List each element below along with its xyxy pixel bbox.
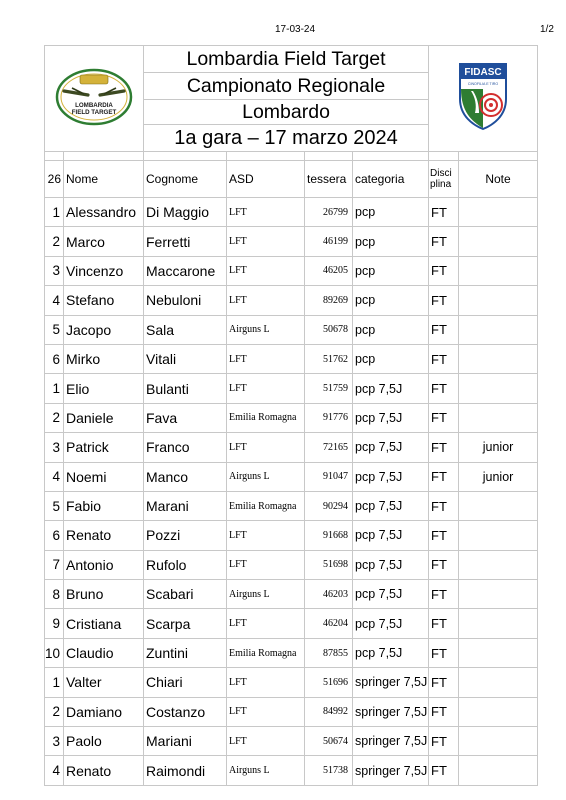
discipline-cell: FT bbox=[429, 344, 459, 373]
entry-list-table bbox=[44, 45, 538, 786]
tessera-number-cell: 26799 bbox=[305, 198, 353, 227]
asd-club-cell: LFT bbox=[227, 256, 305, 285]
category-cell: pcp bbox=[353, 344, 429, 373]
header-disciplina-1: Disci bbox=[430, 168, 452, 179]
asd-club-cell: Airguns L bbox=[227, 462, 305, 491]
header-categoria: categoria bbox=[353, 161, 429, 198]
category-cell: pcp 7,5J bbox=[353, 433, 429, 462]
row-number-cell: 3 bbox=[45, 433, 64, 462]
asd-club-cell: LFT bbox=[227, 550, 305, 579]
header-disciplina-2: plina bbox=[430, 179, 452, 190]
last-name-cell: Nebuloni bbox=[144, 286, 227, 315]
note-cell bbox=[459, 668, 538, 697]
discipline-cell: FT bbox=[429, 638, 459, 667]
note-cell bbox=[459, 580, 538, 609]
first-name-cell: Claudio bbox=[64, 638, 144, 667]
table-row bbox=[45, 227, 538, 256]
tessera-number-cell: 91776 bbox=[305, 403, 353, 432]
last-name-cell: Franco bbox=[144, 433, 227, 462]
first-name-cell: Alessandro bbox=[64, 198, 144, 227]
tessera-number-cell: 90294 bbox=[305, 491, 353, 520]
header-note: Note bbox=[459, 161, 538, 198]
table-row bbox=[45, 286, 538, 315]
last-name-cell: Raimondi bbox=[144, 756, 227, 785]
tessera-number-cell: 46204 bbox=[305, 609, 353, 638]
table-row bbox=[45, 668, 538, 697]
note-cell bbox=[459, 198, 538, 227]
page-number: 1/2 bbox=[540, 24, 554, 35]
last-name-cell: Vitali bbox=[144, 344, 227, 373]
row-number-cell: 3 bbox=[45, 727, 64, 756]
note-cell bbox=[459, 256, 538, 285]
first-name-cell: Marco bbox=[64, 227, 144, 256]
asd-club-cell: LFT bbox=[227, 697, 305, 726]
table-row bbox=[45, 344, 538, 373]
last-name-cell: Maccarone bbox=[144, 256, 227, 285]
first-name-cell: Renato bbox=[64, 521, 144, 550]
table-row bbox=[45, 374, 538, 403]
category-cell: pcp 7,5J bbox=[353, 580, 429, 609]
category-cell: pcp 7,5J bbox=[353, 374, 429, 403]
fidasc-logo-cell bbox=[429, 46, 538, 152]
row-number-cell: 1 bbox=[45, 198, 64, 227]
asd-club-cell: LFT bbox=[227, 344, 305, 373]
note-cell bbox=[459, 638, 538, 667]
first-name-cell: Vincenzo bbox=[64, 256, 144, 285]
row-number-cell: 6 bbox=[45, 521, 64, 550]
first-name-cell: Renato bbox=[64, 756, 144, 785]
last-name-cell: Marani bbox=[144, 491, 227, 520]
asd-club-cell: Emilia Romagna bbox=[227, 491, 305, 520]
row-number-cell: 4 bbox=[45, 286, 64, 315]
last-name-cell: Bulanti bbox=[144, 374, 227, 403]
asd-club-cell: LFT bbox=[227, 521, 305, 550]
first-name-cell: Valter bbox=[64, 668, 144, 697]
discipline-cell: FT bbox=[429, 227, 459, 256]
row-number-cell: 7 bbox=[45, 550, 64, 579]
column-header-row bbox=[45, 161, 538, 198]
last-name-cell: Manco bbox=[144, 462, 227, 491]
header-disciplina bbox=[429, 161, 459, 198]
discipline-cell: FT bbox=[429, 433, 459, 462]
last-name-cell: Costanzo bbox=[144, 697, 227, 726]
category-cell: pcp bbox=[353, 315, 429, 344]
first-name-cell: Bruno bbox=[64, 580, 144, 609]
row-number-cell: 2 bbox=[45, 403, 64, 432]
row-number-cell: 10 bbox=[45, 638, 64, 667]
first-name-cell: Daniele bbox=[64, 403, 144, 432]
category-cell: pcp bbox=[353, 286, 429, 315]
header-nome: Nome bbox=[64, 161, 144, 198]
last-name-cell: Pozzi bbox=[144, 521, 227, 550]
discipline-cell: FT bbox=[429, 286, 459, 315]
asd-club-cell: LFT bbox=[227, 286, 305, 315]
last-name-cell: Chiari bbox=[144, 668, 227, 697]
tessera-number-cell: 72165 bbox=[305, 433, 353, 462]
last-name-cell: Sala bbox=[144, 315, 227, 344]
category-cell: pcp bbox=[353, 227, 429, 256]
asd-club-cell: Emilia Romagna bbox=[227, 403, 305, 432]
title-line-3: Lombardo bbox=[144, 100, 429, 125]
tessera-number-cell: 46203 bbox=[305, 580, 353, 609]
row-number-cell: 6 bbox=[45, 344, 64, 373]
fidasc-tagline: CINOFILIA E TIRO bbox=[467, 82, 499, 86]
category-cell: springer 7,5J bbox=[353, 727, 429, 756]
note-cell: junior bbox=[459, 462, 538, 491]
discipline-cell: FT bbox=[429, 609, 459, 638]
print-date: 17-03-24 bbox=[275, 24, 316, 35]
note-cell bbox=[459, 344, 538, 373]
title-line-2: Campionato Regionale bbox=[144, 73, 429, 100]
note-cell bbox=[459, 491, 538, 520]
logo-text-line2: FIELD TARGET bbox=[71, 109, 117, 116]
asd-club-cell: LFT bbox=[227, 374, 305, 403]
fidasc-brand: FIDASC bbox=[464, 67, 502, 78]
row-number-cell: 5 bbox=[45, 491, 64, 520]
table-row bbox=[45, 756, 538, 785]
tessera-number-cell: 51759 bbox=[305, 374, 353, 403]
table-row bbox=[45, 638, 538, 667]
category-cell: pcp 7,5J bbox=[353, 638, 429, 667]
note-cell bbox=[459, 227, 538, 256]
row-number-cell: 2 bbox=[45, 697, 64, 726]
first-name-cell: Fabio bbox=[64, 491, 144, 520]
category-cell: pcp 7,5J bbox=[353, 462, 429, 491]
last-name-cell: Zuntini bbox=[144, 638, 227, 667]
header-cognome: Cognome bbox=[144, 161, 227, 198]
row-number-cell: 4 bbox=[45, 462, 64, 491]
first-name-cell: Mirko bbox=[64, 344, 144, 373]
header-count: 26 bbox=[45, 161, 64, 198]
first-name-cell: Cristiana bbox=[64, 609, 144, 638]
last-name-cell: Scarpa bbox=[144, 609, 227, 638]
last-name-cell: Di Maggio bbox=[144, 198, 227, 227]
tessera-number-cell: 46205 bbox=[305, 256, 353, 285]
logo-text-line1: LOMBARDIA bbox=[75, 102, 113, 109]
first-name-cell: Stefano bbox=[64, 286, 144, 315]
title-line-1: Lombardia Field Target bbox=[144, 46, 429, 73]
discipline-cell: FT bbox=[429, 756, 459, 785]
last-name-cell: Rufolo bbox=[144, 550, 227, 579]
asd-club-cell: Emilia Romagna bbox=[227, 638, 305, 667]
category-cell: pcp 7,5J bbox=[353, 491, 429, 520]
discipline-cell: FT bbox=[429, 550, 459, 579]
row-number-cell: 9 bbox=[45, 609, 64, 638]
tessera-number-cell: 51738 bbox=[305, 756, 353, 785]
tessera-number-cell: 51696 bbox=[305, 668, 353, 697]
note-cell bbox=[459, 315, 538, 344]
table-row bbox=[45, 433, 538, 462]
category-cell: springer 7,5J bbox=[353, 668, 429, 697]
discipline-cell: FT bbox=[429, 198, 459, 227]
table-row bbox=[45, 403, 538, 432]
last-name-cell: Scabari bbox=[144, 580, 227, 609]
asd-club-cell: LFT bbox=[227, 668, 305, 697]
note-cell bbox=[459, 374, 538, 403]
lft-logo-cell bbox=[45, 46, 144, 152]
tessera-number-cell: 51698 bbox=[305, 550, 353, 579]
tessera-number-cell: 91047 bbox=[305, 462, 353, 491]
page-header bbox=[0, 0, 566, 40]
asd-club-cell: LFT bbox=[227, 198, 305, 227]
asd-club-cell: LFT bbox=[227, 227, 305, 256]
discipline-cell: FT bbox=[429, 668, 459, 697]
row-number-cell: 1 bbox=[45, 668, 64, 697]
header-tessera: tessera bbox=[305, 161, 353, 198]
note-cell: junior bbox=[459, 433, 538, 462]
lombardia-field-target-logo bbox=[54, 64, 134, 128]
first-name-cell: Damiano bbox=[64, 697, 144, 726]
last-name-cell: Fava bbox=[144, 403, 227, 432]
asd-club-cell: Airguns L bbox=[227, 315, 305, 344]
row-number-cell: 8 bbox=[45, 580, 64, 609]
table-row bbox=[45, 580, 538, 609]
table-row bbox=[45, 521, 538, 550]
table-row bbox=[45, 256, 538, 285]
category-cell: pcp 7,5J bbox=[353, 609, 429, 638]
row-number-cell: 1 bbox=[45, 374, 64, 403]
category-cell: springer 7,5J bbox=[353, 697, 429, 726]
asd-club-cell: LFT bbox=[227, 727, 305, 756]
note-cell bbox=[459, 697, 538, 726]
note-cell bbox=[459, 403, 538, 432]
table-row bbox=[45, 550, 538, 579]
note-cell bbox=[459, 756, 538, 785]
note-cell bbox=[459, 286, 538, 315]
category-cell: pcp bbox=[353, 198, 429, 227]
asd-club-cell: Airguns L bbox=[227, 580, 305, 609]
first-name-cell: Elio bbox=[64, 374, 144, 403]
note-cell bbox=[459, 521, 538, 550]
discipline-cell: FT bbox=[429, 315, 459, 344]
discipline-cell: FT bbox=[429, 580, 459, 609]
table-row bbox=[45, 315, 538, 344]
row-number-cell: 5 bbox=[45, 315, 64, 344]
table-row bbox=[45, 491, 538, 520]
category-cell: pcp 7,5J bbox=[353, 403, 429, 432]
first-name-cell: Jacopo bbox=[64, 315, 144, 344]
note-cell bbox=[459, 550, 538, 579]
discipline-cell: FT bbox=[429, 727, 459, 756]
asd-club-cell: LFT bbox=[227, 433, 305, 462]
tessera-number-cell: 89269 bbox=[305, 286, 353, 315]
row-number-cell: 4 bbox=[45, 756, 64, 785]
discipline-cell: FT bbox=[429, 256, 459, 285]
title-line-4: 1a gara – 17 marzo 2024 bbox=[144, 125, 429, 152]
category-cell: springer 7,5J bbox=[353, 756, 429, 785]
last-name-cell: Mariani bbox=[144, 727, 227, 756]
note-cell bbox=[459, 609, 538, 638]
category-cell: pcp bbox=[353, 256, 429, 285]
table-row bbox=[45, 609, 538, 638]
tessera-number-cell: 91668 bbox=[305, 521, 353, 550]
tessera-number-cell: 46199 bbox=[305, 227, 353, 256]
asd-club-cell: Airguns L bbox=[227, 756, 305, 785]
note-cell bbox=[459, 727, 538, 756]
table-row bbox=[45, 198, 538, 227]
header-asd: ASD bbox=[227, 161, 305, 198]
table-row bbox=[45, 727, 538, 756]
table-row bbox=[45, 697, 538, 726]
first-name-cell: Antonio bbox=[64, 550, 144, 579]
tessera-number-cell: 50674 bbox=[305, 727, 353, 756]
tessera-number-cell: 87855 bbox=[305, 638, 353, 667]
discipline-cell: FT bbox=[429, 462, 459, 491]
first-name-cell: Paolo bbox=[64, 727, 144, 756]
category-cell: pcp 7,5J bbox=[353, 550, 429, 579]
category-cell: pcp 7,5J bbox=[353, 521, 429, 550]
table-row bbox=[45, 462, 538, 491]
first-name-cell: Noemi bbox=[64, 462, 144, 491]
last-name-cell: Ferretti bbox=[144, 227, 227, 256]
discipline-cell: FT bbox=[429, 697, 459, 726]
tessera-number-cell: 84992 bbox=[305, 697, 353, 726]
first-name-cell: Patrick bbox=[64, 433, 144, 462]
discipline-cell: FT bbox=[429, 403, 459, 432]
discipline-cell: FT bbox=[429, 491, 459, 520]
asd-club-cell: LFT bbox=[227, 609, 305, 638]
row-number-cell: 3 bbox=[45, 256, 64, 285]
fidasc-logo bbox=[457, 61, 509, 131]
tessera-number-cell: 51762 bbox=[305, 344, 353, 373]
row-number-cell: 2 bbox=[45, 227, 64, 256]
discipline-cell: FT bbox=[429, 521, 459, 550]
tessera-number-cell: 50678 bbox=[305, 315, 353, 344]
discipline-cell: FT bbox=[429, 374, 459, 403]
